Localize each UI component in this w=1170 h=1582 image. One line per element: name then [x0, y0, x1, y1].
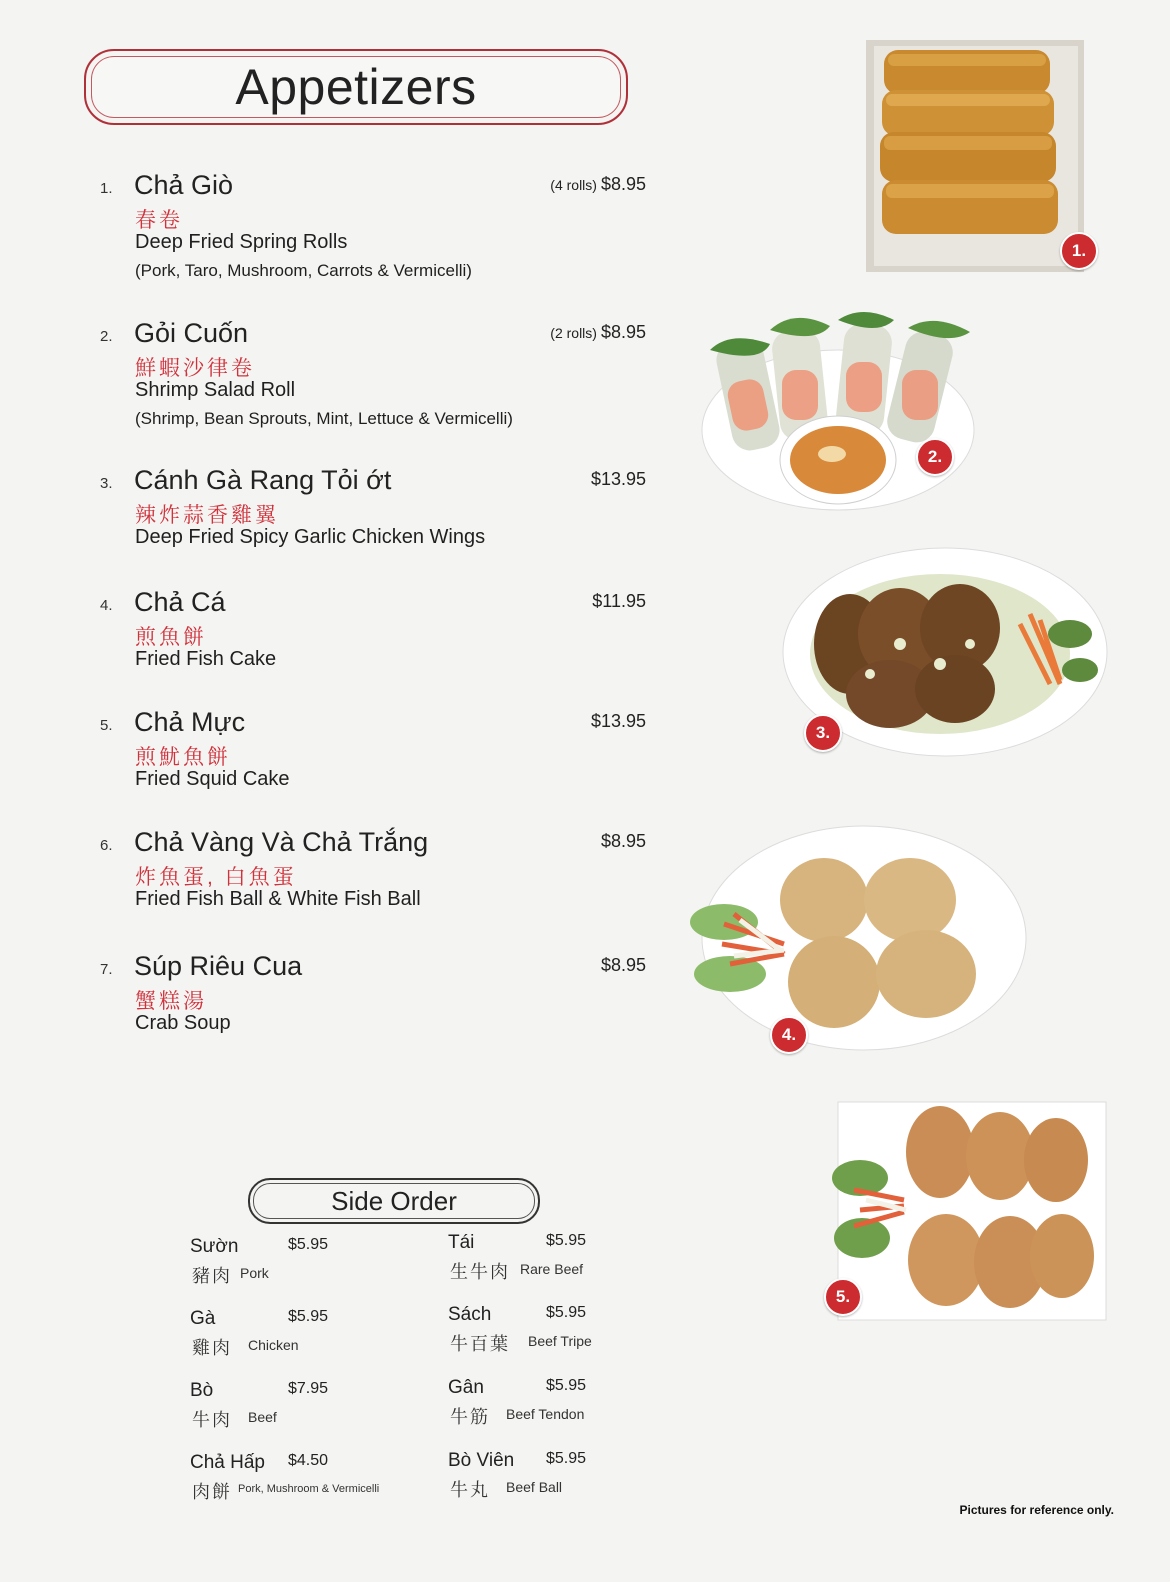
menu-item-4	[96, 587, 656, 677]
item-price: $8.95	[600, 174, 646, 194]
side-order-title: Side Order	[331, 1185, 457, 1216]
footnote: Pictures for reference only.	[959, 1503, 1114, 1517]
menu-item-1	[96, 170, 656, 280]
chicken-wings-photo	[780, 544, 1110, 760]
menu-item-3	[96, 465, 656, 555]
side-item-price: $4.50	[288, 1452, 329, 1469]
item-number: 2.	[100, 328, 113, 345]
side-item-name: Bò	[190, 1380, 214, 1401]
item-name-vietnamese: Súp Riêu Cua	[134, 951, 303, 981]
side-order-banner	[248, 1178, 540, 1224]
item-name-vietnamese: Chả Vàng Và Chả Trắng	[134, 827, 429, 857]
side-item-name: Bò Viên	[448, 1450, 515, 1471]
side-item-chinese: 肉餅	[192, 1482, 232, 1502]
side-item-price: $5.95	[546, 1377, 587, 1394]
item-price: $13.95	[590, 711, 646, 731]
item-number: 4.	[100, 597, 113, 614]
item-name-english: Fried Fish Cake	[135, 648, 277, 670]
side-item	[448, 1232, 648, 1282]
fish-cake-photo	[694, 824, 1030, 1060]
spring-rolls-illustration	[866, 40, 1084, 272]
side-item-price: $5.95	[288, 1308, 329, 1325]
side-item-chinese: 豬肉	[192, 1266, 232, 1286]
item-number: 6.	[100, 837, 113, 854]
side-item	[448, 1450, 648, 1500]
item-name-chinese: 鮮蝦沙律卷	[135, 357, 255, 380]
side-item-price: $7.95	[288, 1380, 329, 1397]
side-item-name: Gà	[190, 1308, 216, 1329]
item-number: 5.	[100, 717, 113, 734]
side-item-price: $5.95	[288, 1236, 329, 1253]
side-item-chinese: 生牛肉	[450, 1262, 510, 1282]
item-number: 7.	[100, 961, 113, 978]
menu-item-6	[96, 827, 656, 917]
item-price-group	[550, 322, 646, 343]
item-name-chinese: 春卷	[135, 209, 183, 232]
side-item-chinese: 牛肉	[192, 1410, 232, 1430]
side-item-english: Chicken	[248, 1337, 299, 1353]
side-item-name: Gân	[448, 1377, 484, 1398]
side-item-english: Beef	[248, 1409, 277, 1425]
side-item-chinese: 牛丸	[450, 1480, 490, 1500]
photo-badge-2: 2.	[916, 438, 954, 476]
item-name-english: Deep Fried Spring Rolls	[135, 231, 348, 253]
item-quantity: (4 rolls)	[550, 177, 597, 193]
photo-badge-5: 5.	[824, 1278, 862, 1316]
item-number: 1.	[100, 180, 113, 197]
item-name-chinese: 蟹糕湯	[135, 990, 207, 1013]
spring-rolls-photo	[866, 40, 1087, 272]
side-item-chinese: 牛筋	[450, 1407, 490, 1427]
side-item-name: Tái	[448, 1232, 475, 1253]
side-item	[448, 1377, 648, 1427]
item-price: $13.95	[590, 469, 646, 489]
squid-cake-illustration	[830, 1100, 1108, 1322]
side-item-name: Sách	[448, 1304, 492, 1325]
menu-item-5	[96, 707, 656, 797]
side-item	[190, 1380, 390, 1430]
page-title: Appetizers	[235, 59, 477, 115]
side-item-english: Beef Tendon	[506, 1406, 585, 1422]
menu-item-2	[96, 318, 656, 428]
photo-badge-1: 1.	[1060, 232, 1098, 270]
item-name-chinese: 煎魷魚餅	[135, 746, 231, 769]
side-item	[190, 1452, 390, 1502]
item-price: $8.95	[600, 322, 646, 342]
item-price: $8.95	[600, 955, 646, 975]
item-price: $11.95	[592, 591, 646, 611]
photo-badge-3: 3.	[804, 714, 842, 752]
salad-rolls-photo	[700, 310, 980, 540]
squid-cake-photo	[830, 1100, 1108, 1322]
salad-rolls-illustration	[700, 310, 980, 540]
side-item-price: $5.95	[546, 1450, 587, 1467]
side-item	[190, 1308, 390, 1358]
item-name-chinese: 炸魚蛋, 白魚蛋	[135, 866, 297, 889]
item-name-vietnamese: Chả Mực	[134, 707, 246, 737]
item-name-english: Crab Soup	[135, 1012, 231, 1034]
item-name-english: Deep Fried Spicy Garlic Chicken Wings	[135, 526, 486, 548]
side-item-english: Pork, Mushroom & Vermicelli	[238, 1483, 380, 1495]
item-number: 3.	[100, 475, 113, 492]
side-item	[190, 1236, 390, 1286]
item-name-chinese: 辣炸蒜香雞翼	[135, 504, 279, 527]
item-name-vietnamese: Chả Cá	[134, 587, 226, 617]
item-price: $8.95	[600, 831, 646, 851]
side-item-name: Sườn	[190, 1236, 239, 1257]
side-item-chinese: 雞肉	[192, 1338, 232, 1358]
side-item-price: $5.95	[546, 1304, 587, 1321]
side-item-english: Pork	[240, 1265, 269, 1281]
item-name-chinese: 煎魚餅	[135, 626, 207, 649]
side-item-english: Beef Ball	[506, 1479, 563, 1495]
side-item-price: $5.95	[546, 1232, 587, 1249]
item-description: (Shrimp, Bean Sprouts, Mint, Lettuce & Vermicelli)	[135, 409, 513, 428]
item-name-english: Fried Fish Ball & White Fish Ball	[135, 888, 421, 910]
fish-cake-illustration	[694, 824, 1030, 1060]
side-item-english: Rare Beef	[520, 1261, 584, 1277]
item-price-group	[550, 174, 646, 195]
item-description: (Pork, Taro, Mushroom, Carrots & Vermicelli)	[135, 261, 472, 280]
photo-badge-4: 4.	[770, 1016, 808, 1054]
side-item-chinese: 牛百葉	[450, 1334, 510, 1354]
item-name-vietnamese: Cánh Gà Rang Tỏi ớt	[134, 465, 392, 495]
item-name-english: Fried Squid Cake	[135, 768, 290, 790]
item-name-english: Shrimp Salad Roll	[135, 379, 296, 401]
side-item-name: Chả Hấp	[190, 1452, 265, 1473]
side-item	[448, 1304, 648, 1354]
item-quantity: (2 rolls)	[550, 325, 597, 341]
side-item-english: Beef Tripe	[528, 1333, 592, 1349]
menu-item-7	[96, 951, 656, 1041]
title-banner	[84, 49, 628, 125]
item-name-vietnamese: Gỏi Cuốn	[134, 318, 249, 348]
item-name-vietnamese: Chả Giò	[134, 170, 234, 200]
